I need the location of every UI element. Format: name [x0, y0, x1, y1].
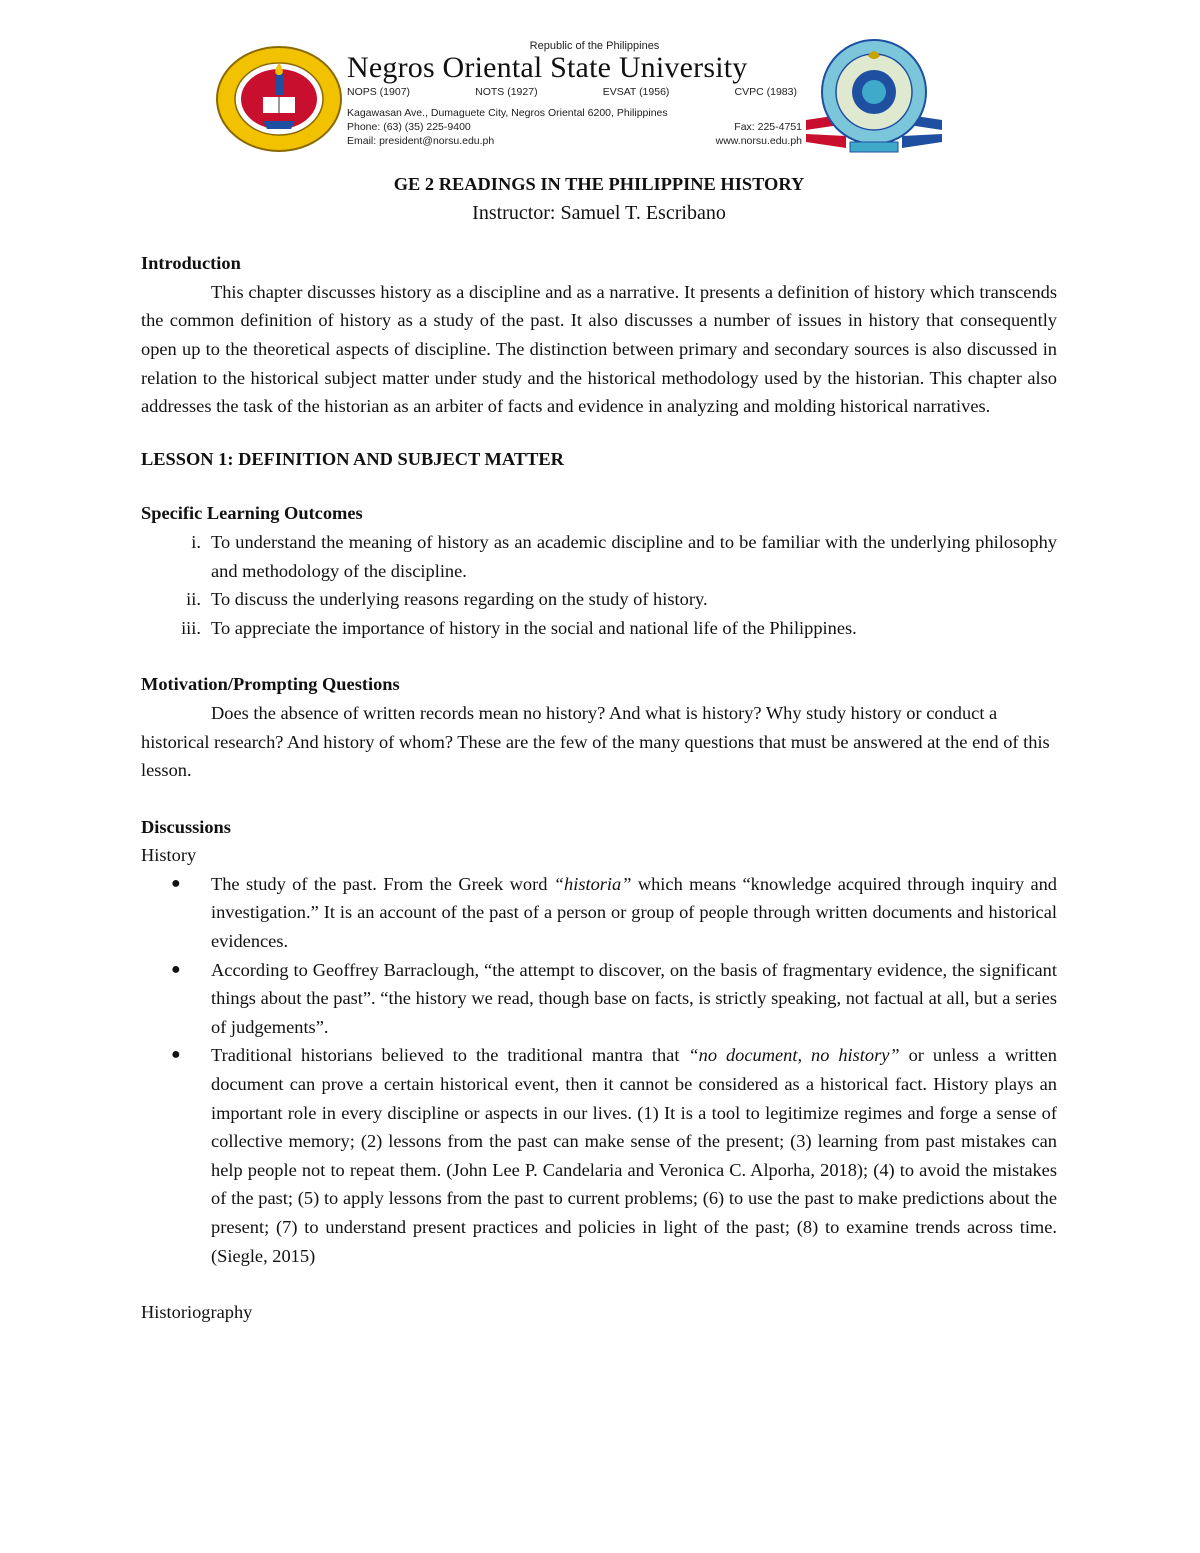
bullet-text: or unless a written document can prove a certain historical event, then it cannot be considered as a historical fact. History plays an important role in every discipline or aspects in our lives. (1) It is a tool to legitimize regimes and forge a sense of collective memory; (2) lessons from the past can make sense of the present; (3) learning from past mistakes can help people not to repeat them. (John Lee P. Candelaria and Veronica C. Alporha, 2018); (4) to avoid the mistakes of the past; (5) to apply lessons from the past to current problems; (6) to use the past to make predictions about the present; (7) to understand present practices and policies in light of the past; (8) to examine trends across time. (Siegle, 2015): [211, 1045, 1057, 1266]
heritage-item: EVSAT (1956): [602, 86, 670, 98]
list-number: i.: [191, 531, 201, 552]
list-item: [141, 1041, 1057, 1270]
bullet-icon: ●: [171, 960, 181, 978]
bullet-icon: ●: [171, 874, 181, 892]
heritage-line: [347, 86, 797, 98]
list-item: [141, 585, 1057, 614]
instructor-line: Instructor: Samuel T. Escribano: [472, 201, 726, 224]
motivation-paragraph: Does the absence of written records mean no history? And what is history? Why study history or conduct a historical research? And history of whom? These are the few of the many questions that must be answered at the end of this lesson.: [141, 702, 1050, 781]
list-number: ii.: [186, 589, 201, 610]
bullet-text-italic: “no document, no history”: [688, 1045, 900, 1066]
bullet-text: According to Geoffrey Barraclough, “the attempt to discover, on the basis of fragmentary evidence, the significant things about the past”. “the history we read, though base on facts, is strictly speaking, not factual at all, but a series of judgements”.: [211, 959, 1057, 1037]
letterhead-text: [347, 40, 802, 148]
list-item: [141, 614, 1057, 643]
heritage-item: NOTS (1927): [475, 86, 538, 98]
outcomes-list: [141, 528, 1057, 642]
college-seal-icon: [806, 36, 942, 154]
bullet-text: Traditional historians believed to the traditional mantra that: [211, 1045, 689, 1066]
motivation-heading: Motivation/Prompting Questions: [141, 674, 400, 695]
spacer: [141, 642, 1057, 670]
contact-block: [347, 106, 802, 148]
history-bullets: [141, 870, 1057, 1270]
website-text: www.norsu.edu.ph: [715, 135, 802, 147]
document-body: [141, 170, 1057, 1327]
fax-text: Fax: 225-4751: [734, 121, 802, 133]
list-item: [141, 528, 1057, 585]
list-item-text: To discuss the underlying reasons regarding on the study of history.: [211, 589, 708, 610]
history-label: History: [141, 845, 197, 866]
heritage-item: CVPC (1983): [734, 86, 797, 98]
list-item-text: To understand the meaning of history as an academic discipline and to be familiar with the underlying philosophy and methodology of the discipline.: [211, 531, 1057, 581]
list-item: [141, 870, 1057, 956]
bullet-text: which means “knowledge acquired through inquiry and investigation.” It is an account of the past of a person or group of people through written documents and historical evidences.: [211, 873, 1057, 952]
lesson-title: LESSON 1: DEFINITION AND SUBJECT MATTER: [141, 448, 564, 469]
outcomes-heading: Specific Learning Outcomes: [141, 503, 363, 524]
spacer: [141, 1270, 1057, 1298]
intro-heading: Introduction: [141, 253, 241, 274]
intro-paragraph: This chapter discusses history as a discipline and as a narrative. It presents a definition of history which transcends the common definition of history as a study of the past. It also discusses a number of issues in history that consequently open up to the theoretical aspects of discipline. The distinction between primary and secondary sources is also discussed in relation to the historical subject matter under study and the historical methodology used by the historian. This chapter also addresses the task of the historian as an arbiter of facts and evidence in analyzing and molding historical narratives.: [141, 281, 1057, 417]
discussions-heading: Discussions: [141, 816, 231, 837]
historiography-label: Historiography: [141, 1302, 253, 1323]
heritage-item: NOPS (1907): [347, 86, 411, 98]
list-number: iii.: [181, 617, 201, 638]
letterhead: [0, 0, 1200, 160]
bullet-text-italic: “historia”: [553, 873, 632, 894]
address-text: Kagawasan Ave., Dumaguete City, Negros Oriental 6200, Philippines: [347, 107, 668, 119]
republic-label: Republic of the Philippines: [529, 40, 660, 52]
university-name: Negros Oriental State University: [347, 51, 748, 84]
bullet-icon: ●: [171, 1046, 181, 1064]
spacer: [141, 785, 1057, 813]
email-text: Email: president@norsu.edu.ph: [347, 135, 495, 147]
university-seal-icon: [215, 45, 343, 153]
bullet-text: The study of the past. From the Greek word: [211, 873, 554, 894]
phone-text: Phone: (63) (35) 225-9400: [347, 121, 471, 133]
course-title: GE 2 READINGS IN THE PHILIPPINE HISTORY: [393, 174, 805, 194]
list-item: [141, 956, 1057, 1042]
list-item-text: To appreciate the importance of history in the social and national life of the Philippines.: [211, 617, 857, 638]
